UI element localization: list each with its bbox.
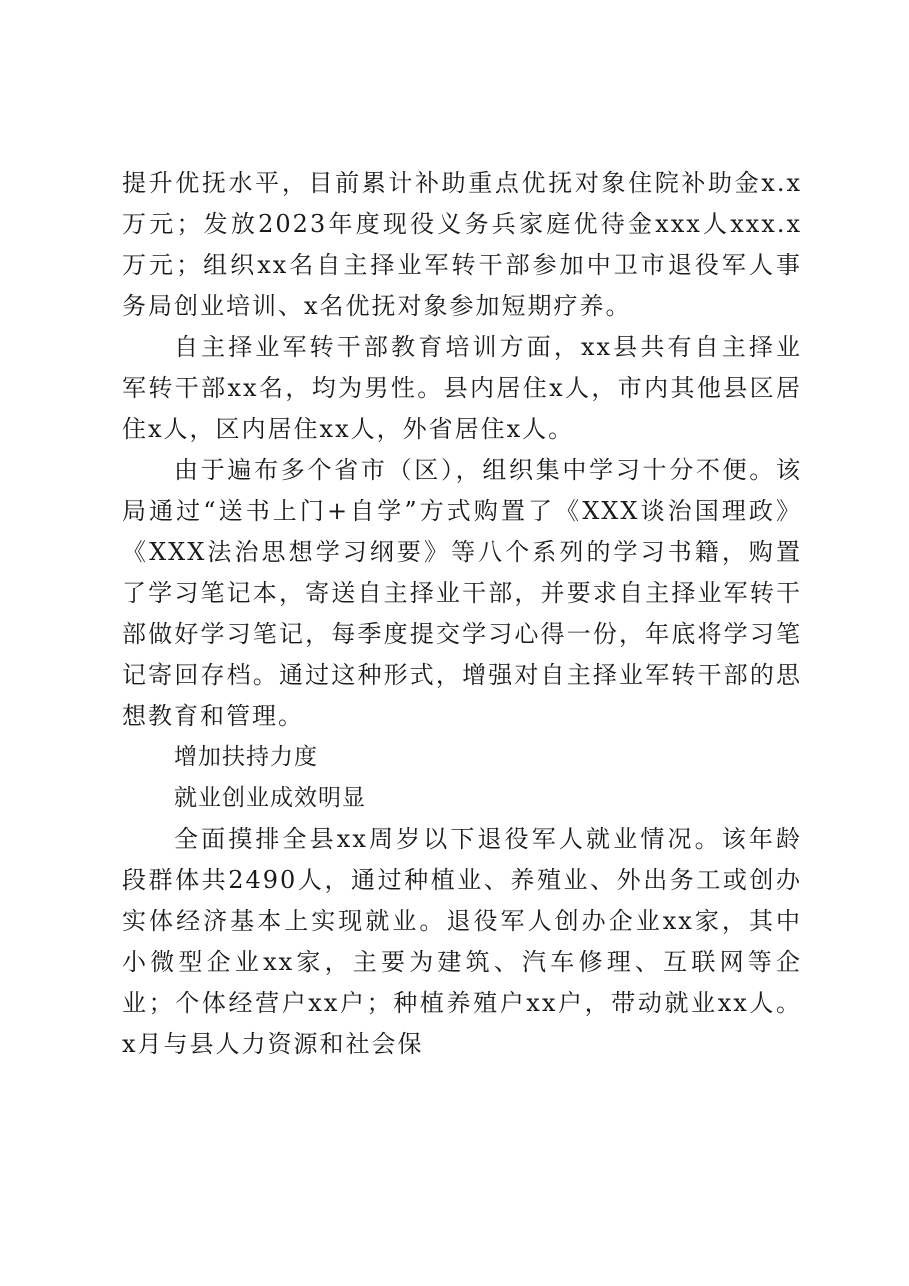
paragraph-training: 自主择业军转干部教育培训方面，xx县共有自主择业军转干部xx名，均为男性。县内居住x人，市内其他县区居住x人，区内居住xx人，外省居住x人。 bbox=[122, 333, 802, 443]
paragraph-employment: 全面摸排全县xx周岁以下退役军人就业情况。该年龄段群体共2490人，通过种植业、养殖业、外出务工或创办实体经济基本上实现就业。退役军人创办企业xx家，其中小微型企业xx家，主要为建筑、汽车修理、互联网等企业；个体经营户xx户；种植养殖户xx户，带动就业xx人。x月与县人力资源和社会保 bbox=[122, 825, 802, 1058]
section-heading-support: 增加扶持力度 bbox=[174, 744, 318, 770]
paragraph-study: 由于遍布多个省市（区），组织集中学习十分不便。该局通过“送书上门+自学”方式购置了《XXX谈治国理政》《XXX法治思想学习纲要》等八个系列的学习书籍，购置了学习笔记本，寄送自主择业干部，并要求自主择业军转干部做好学习笔记，每季度提交学习心得一份，年底将学习笔记寄回存档。通过这种形式，增强对自主择业军转干部的思想教育和管理。 bbox=[122, 456, 802, 730]
paragraph-continued: 提升优抚水平，目前累计补助重点优抚对象住院补助金x.x万元；发放2023年度现役义务兵家庭优待金xxx人xxx.x万元；组织xx名自主择业军转干部参加中卫市退役军人事务局创业培训、x名优抚对象参加短期疗养。 bbox=[122, 169, 802, 320]
section-heading-employment: 就业创业成效明显 bbox=[174, 785, 366, 811]
document-body bbox=[122, 163, 802, 1065]
